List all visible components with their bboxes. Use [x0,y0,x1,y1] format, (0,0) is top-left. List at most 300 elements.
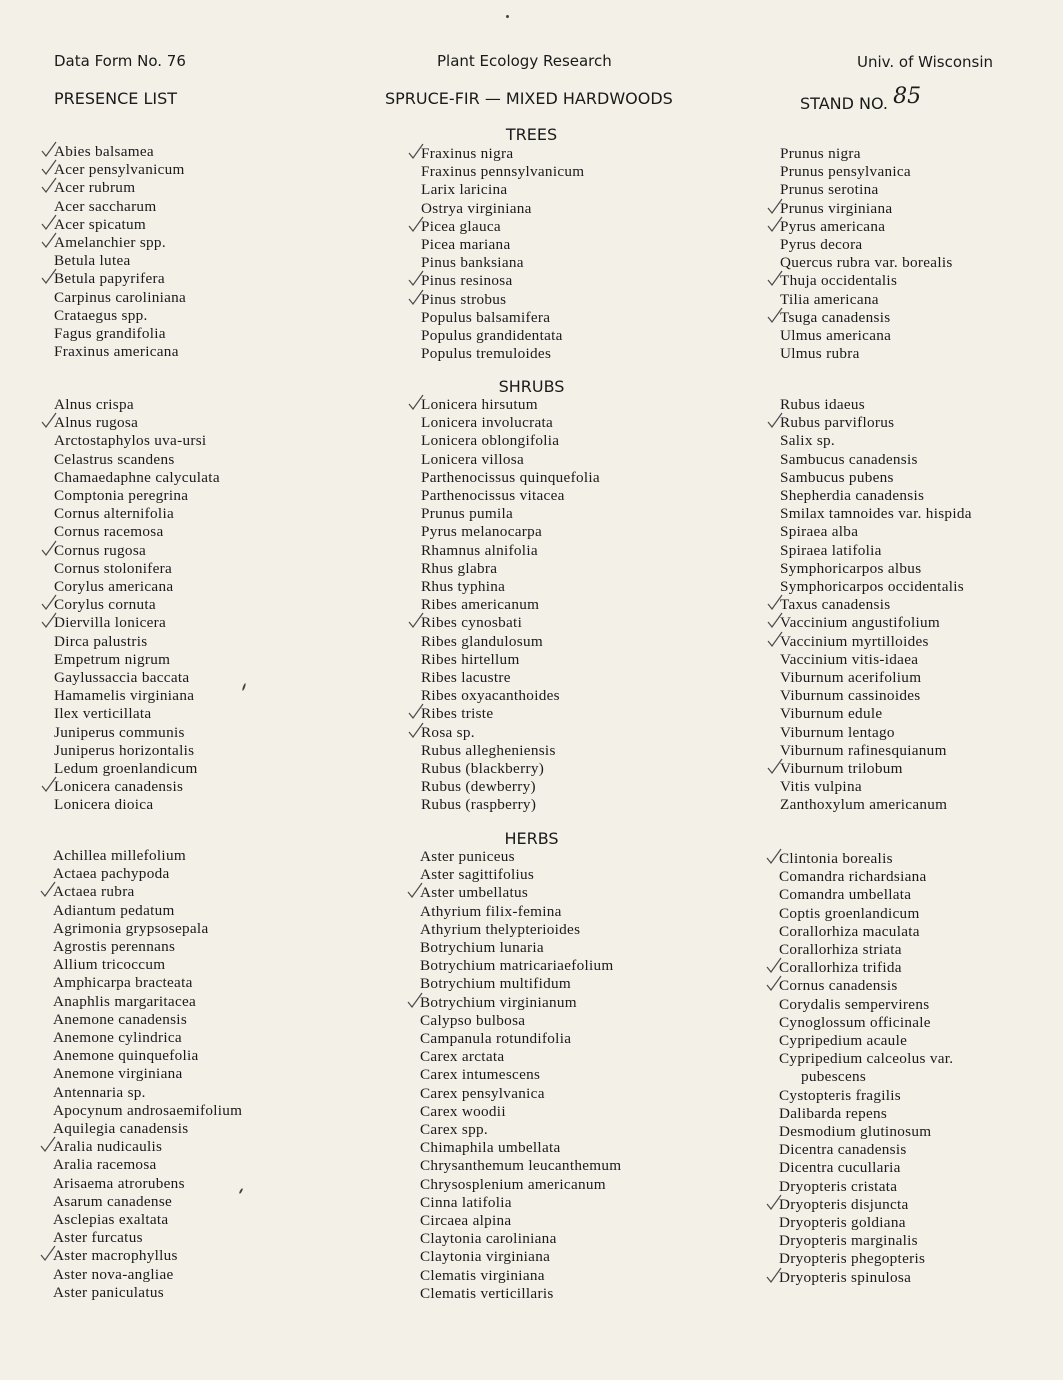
species-name: Aquilegia canadensis [53,1120,189,1138]
herbs-column-1 [53,847,242,1302]
species-item [780,218,953,236]
species-name: Dirca palustris [54,632,148,650]
shrubs-column-3 [780,396,972,815]
species-item [421,451,600,469]
pencil-check-icon [41,140,57,158]
species-name: Comandra richardsiana [779,868,927,886]
species-item [421,327,584,345]
species-name: Coptis groenlandicum [779,904,920,922]
species-name: Vaccinium vitis-idaea [780,650,919,668]
species-name: Ulmus rubra [780,345,860,363]
species-item [54,161,186,179]
pencil-check-icon [41,593,57,611]
pencil-check-icon [408,142,424,160]
species-item [54,414,220,432]
species-name: Alnus rugosa [54,414,139,432]
species-name: Aster sagittifolius [420,866,535,884]
species-name: Abies balsamea [54,143,154,160]
species-name: Cornus racemosa [54,523,164,541]
species-name: Vaccinium angustifolium [780,614,941,632]
species-item [53,956,242,974]
pencil-check-icon [408,721,424,739]
species-item [54,487,220,505]
species-item [780,432,972,450]
pencil-check-icon [41,775,57,793]
pencil-check-icon [766,847,782,865]
species-item [780,505,972,523]
species-name: Clematis verticillaris [420,1284,554,1302]
species-name: Botrychium multifidum [420,975,571,993]
species-item [54,505,220,523]
species-item [421,309,584,327]
species-item [54,760,220,778]
shrubs-column-2 [421,396,600,815]
species-item [421,614,600,632]
species-item [54,451,220,469]
species-item [420,1176,621,1194]
species-name: Symphoricarpos occidentalis [780,578,964,596]
species-item [420,975,621,993]
species-name: Cornus canadensis [779,977,898,995]
species-item [420,1085,621,1103]
pencil-check-icon [407,991,423,1009]
species-name: Vitis vulpina [780,778,862,796]
species-item [53,1029,242,1047]
species-item [54,143,186,161]
species-name: Adiantum pedatum [53,901,175,919]
species-item [780,272,953,290]
species-item [53,1047,242,1065]
pencil-check-icon [767,197,783,215]
species-item [421,218,584,236]
section-title-herbs: HERBS [504,829,559,848]
species-name: Chamaedaphne calyculata [54,468,220,486]
species-item [779,996,953,1014]
species-name: Ribes americanum [421,596,540,614]
species-item [780,469,972,487]
species-name: Lonicera villosa [421,450,525,468]
species-name: Cystopteris fragilis [779,1086,902,1104]
pencil-check-icon [41,231,57,249]
species-name: Cypripedium calceolus var. [779,1050,954,1068]
species-name: Rubus allegheniensis [421,741,556,759]
species-name: Dalibarda repens [779,1104,888,1122]
species-item [54,179,186,197]
species-name: Zanthoxylum americanum [780,796,948,814]
herbs-column-2 [420,848,621,1303]
species-item [54,687,220,705]
species-name: Desmodium glutinosum [779,1123,932,1141]
species-name: Viburnum rafinesquianum [780,741,947,759]
species-name: Cynoglossum officinale [779,1013,931,1031]
species-item [54,633,220,651]
species-name: Carpinus caroliniana [54,288,187,306]
species-name: Fraxinus americana [54,343,179,361]
species-item [54,705,220,723]
species-name: Celastrus scandens [54,450,175,468]
species-item [420,1139,621,1157]
species-item [54,614,220,632]
species-name: Pinus strobus [421,290,507,308]
species-item [53,974,242,992]
species-item [54,669,220,687]
species-item [421,200,584,218]
species-item [421,291,584,309]
section-title-trees: TREES [505,125,558,144]
species-name: Betula lutea [54,252,131,270]
species-item [421,705,600,723]
species-name: Corylus cornuta [54,596,156,614]
species-name: Alnus crispa [54,396,134,413]
species-item [780,145,953,163]
species-item [421,414,600,432]
species-item [779,886,953,904]
organization: Plant Ecology Research [437,52,612,70]
species-name: Acer spicatum [54,215,147,233]
species-name: Cornus rugosa [54,541,147,559]
species-item [420,1212,621,1230]
species-item [54,778,220,796]
species-item [420,1230,621,1248]
species-item [53,865,242,883]
species-item [54,198,186,216]
species-name: Fraxinus pennsylvanicum [421,163,585,181]
species-item [421,596,600,614]
species-name: Anaphlis margaritacea [53,992,197,1010]
species-name: Vaccinium myrtilloides [780,632,929,650]
species-item [420,921,621,939]
species-name: Dryopteris spinulosa [779,1268,912,1286]
species-item [780,651,972,669]
species-item [54,596,220,614]
species-item [421,236,584,254]
species-item [54,289,186,307]
species-item [780,542,972,560]
species-item [780,200,953,218]
species-name: Acer pensylvanicum [54,161,185,179]
species-item [779,941,953,959]
species-name: Ribes glandulosum [421,632,543,650]
species-name: Diervilla lonicera [54,614,167,632]
species-name: Agrostis perennans [53,938,176,956]
species-item [780,163,953,181]
species-item [53,847,242,865]
pencil-check-icon [766,974,782,992]
species-name: Comandra umbellata [779,886,912,904]
species-name: Ostrya virginiana [421,199,532,217]
species-name: Rosa sp. [421,723,475,741]
species-name: Tilia americana [780,290,879,308]
species-item [780,327,953,345]
species-name: Aster furcatus [53,1229,143,1247]
species-name: Aster paniculatus [53,1283,164,1301]
species-item [421,523,600,541]
species-item [779,905,953,923]
species-name: Empetrum nigrum [54,650,171,668]
species-name: Actaea rubra [53,883,135,901]
species-item [421,145,584,163]
species-name: Carex spp. [420,1121,488,1139]
species-name: Populus balsamifera [421,308,551,326]
species-item [54,270,186,288]
species-name: Rubus (raspberry) [421,796,537,814]
species-item [779,959,953,977]
species-name: Acer rubrum [54,179,136,197]
species-item [420,848,621,866]
species-item [53,938,242,956]
species-name: Rhus typhina [421,578,506,596]
species-name: Parthenocissus quinquefolia [421,468,600,486]
species-name: Carex woodii [420,1102,506,1120]
pencil-check-icon [41,158,57,176]
pencil-check-icon [408,288,424,306]
species-name: Agrimonia grypsosepala [53,919,209,937]
herbs-column-3 [779,850,953,1287]
species-item [780,742,972,760]
species-item [421,505,600,523]
species-name: Taxus canadensis [780,596,891,614]
pencil-check-icon [408,611,424,629]
species-name: Prunus virginiana [780,199,893,217]
species-name: Ilex verticillata [54,705,152,723]
species-name: Hamamelis virginiana [54,687,195,705]
species-name: Prunus serotina [780,181,879,199]
species-name: Juniperus communis [54,723,185,741]
species-item [53,1084,242,1102]
species-name: Ribes cynosbati [421,614,523,632]
species-item [420,1048,621,1066]
species-item [779,977,953,995]
section-title-shrubs: SHRUBS [498,377,565,396]
pencil-check-icon [41,213,57,231]
species-item [420,1012,621,1030]
pencil-check-icon [408,269,424,287]
species-name: Carex pensylvanica [420,1084,545,1102]
species-item [421,487,600,505]
species-name: Lonicera hirsutum [421,396,538,413]
species-item [53,1065,242,1083]
species-item [421,687,600,705]
species-item [780,345,953,363]
species-name: Comptonia peregrina [54,487,189,505]
species-name: Pyrus melanocarpa [421,523,543,541]
pencil-check-icon [408,393,424,411]
species-item [53,1011,242,1029]
species-name: Apocynum androsaemifolium [53,1101,243,1119]
species-name: Cinna latifolia [420,1193,512,1211]
species-name: Anemone quinquefolia [53,1047,199,1065]
pencil-check-icon [767,630,783,648]
species-item [780,451,972,469]
species-name: Corallorhiza trifida [779,959,902,977]
species-item [780,614,972,632]
species-item [54,724,220,742]
species-name: Athyrium filix-femina [420,902,562,920]
species-item [420,884,621,902]
species-item [53,1156,242,1174]
species-name: Dryopteris goldiana [779,1214,906,1232]
species-name: Rhus glabra [421,559,498,577]
species-item [420,1103,621,1121]
species-name: Ribes hirtellum [421,650,520,668]
species-name: Dicentra cucullaria [779,1159,901,1177]
pencil-check-icon [767,757,783,775]
species-name: Chrysosplenium americanum [420,1175,606,1193]
species-name: Ribes oxyacanthoides [421,687,560,705]
species-item [421,272,584,290]
species-item [53,1138,242,1156]
pencil-check-icon [41,539,57,557]
species-name: Clintonia borealis [779,850,893,867]
species-name: Aster puniceus [420,848,515,865]
species-item [780,705,972,723]
species-item [779,1105,953,1123]
species-item [420,1248,621,1266]
species-item [779,923,953,941]
species-item [53,993,242,1011]
species-item [779,1014,953,1032]
species-name: Aster umbellatus [420,884,529,902]
species-name: Clematis virginiana [420,1266,545,1284]
species-item [420,1267,621,1285]
species-item [779,1250,953,1268]
species-item [420,1157,621,1175]
species-name: Rubus (blackberry) [421,760,545,778]
stray-mark [242,683,247,691]
species-name: Lonicera canadensis [54,778,184,796]
form-number: Data Form No. 76 [54,52,186,70]
species-item [779,1087,953,1105]
pencil-check-icon [41,267,57,285]
species-name: Larix laricina [421,181,508,199]
species-item [54,651,220,669]
species-name: Prunus nigra [780,145,861,162]
species-item [780,578,972,596]
species-item [779,1214,953,1232]
species-item [420,903,621,921]
species-name: Picea glauca [421,217,501,235]
species-name: Claytonia caroliniana [420,1230,557,1248]
species-name: Viburnum lentago [780,723,895,741]
species-name: Picea mariana [421,236,511,254]
pencil-check-icon [40,1135,56,1153]
species-item [421,345,584,363]
species-item [779,1196,953,1214]
species-name: Botrychium lunaria [420,939,544,957]
species-name: Salix sp. [780,432,836,450]
species-name: Pinus resinosa [421,272,513,290]
species-name: Chrysanthemum leucanthemum [420,1157,622,1175]
pencil-check-icon [407,881,423,899]
species-name: Shepherdia canadensis [780,487,925,505]
species-name: Viburnum edule [780,705,883,723]
species-item [779,1232,953,1250]
species-item [421,432,600,450]
species-item [54,252,186,270]
species-name: Lonicera oblongifolia [421,432,560,450]
species-item [54,560,220,578]
forest-type: SPRUCE-FIR — MIXED HARDWOODS [385,89,673,108]
species-name: Carex intumescens [420,1066,541,1084]
species-item [780,523,972,541]
species-name: Aster nova-angliae [53,1265,174,1283]
species-name: Arisaema atrorubens [53,1174,185,1192]
species-item [420,866,621,884]
species-name: Corallorhiza striata [779,941,902,959]
species-item [780,596,972,614]
species-item [779,868,953,886]
pencil-check-icon [40,880,56,898]
pencil-check-icon [41,411,57,429]
species-item [780,181,953,199]
species-name: Ribes lacustre [421,669,511,687]
species-item [780,778,972,796]
species-name: Asclepias exaltata [53,1211,169,1229]
species-item [780,633,972,651]
species-name: Botrychium matricariaefolium [420,957,614,975]
species-name: Viburnum cassinoides [780,687,921,705]
species-name: Ribes triste [421,705,494,723]
species-name: Dicentra canadensis [779,1141,907,1159]
species-item [53,1120,242,1138]
species-name: Tsuga canadensis [780,308,891,326]
pencil-check-icon [766,1266,782,1284]
species-item [780,796,972,814]
pencil-check-icon [767,215,783,233]
trees-column-1 [54,143,186,361]
species-name: Claytonia virginiana [420,1248,551,1266]
species-name: Pinus banksiana [421,254,524,272]
species-name: Circaea alpina [420,1212,512,1230]
list-title: PRESENCE LIST [54,89,178,108]
stand-number [800,84,922,115]
species-name: Arctostaphylos uva-ursi [54,432,207,450]
species-name: Asarum canadense [53,1192,173,1210]
pencil-check-icon [41,611,57,629]
species-name: Rubus (dewberry) [421,778,536,796]
species-item [54,216,186,234]
species-name: Pyrus decora [780,236,863,254]
species-name: Parthenocissus vitacea [421,487,565,505]
species-name: Carex arctata [420,1048,505,1066]
species-item [54,742,220,760]
pencil-check-icon [767,411,783,429]
species-name: Ledum groenlandicum [54,760,198,778]
pencil-check-icon [766,1193,782,1211]
species-name: Corydalis sempervirens [779,995,930,1013]
species-name: Rubus idaeus [780,396,866,413]
species-item [421,633,600,651]
species-item [54,432,220,450]
species-item [779,1159,953,1177]
species-item [780,254,953,272]
species-name: Dryopteris cristata [779,1177,898,1195]
species-name: Cornus stolonifera [54,559,173,577]
species-item [779,1050,953,1068]
species-item [780,396,972,414]
species-name: Botrychium virginianum [420,993,577,1011]
species-name: Athyrium thelypterioides [420,920,581,938]
pencil-check-icon [767,269,783,287]
species-item [421,560,600,578]
species-item [53,920,242,938]
species-name: Achillea millefolium [53,847,186,864]
species-name: Antennaria sp. [53,1083,146,1101]
species-item [779,1032,953,1050]
species-name: Fagus grandifolia [54,325,166,343]
species-name: Spiraea latifolia [780,541,882,559]
species-item [780,414,972,432]
